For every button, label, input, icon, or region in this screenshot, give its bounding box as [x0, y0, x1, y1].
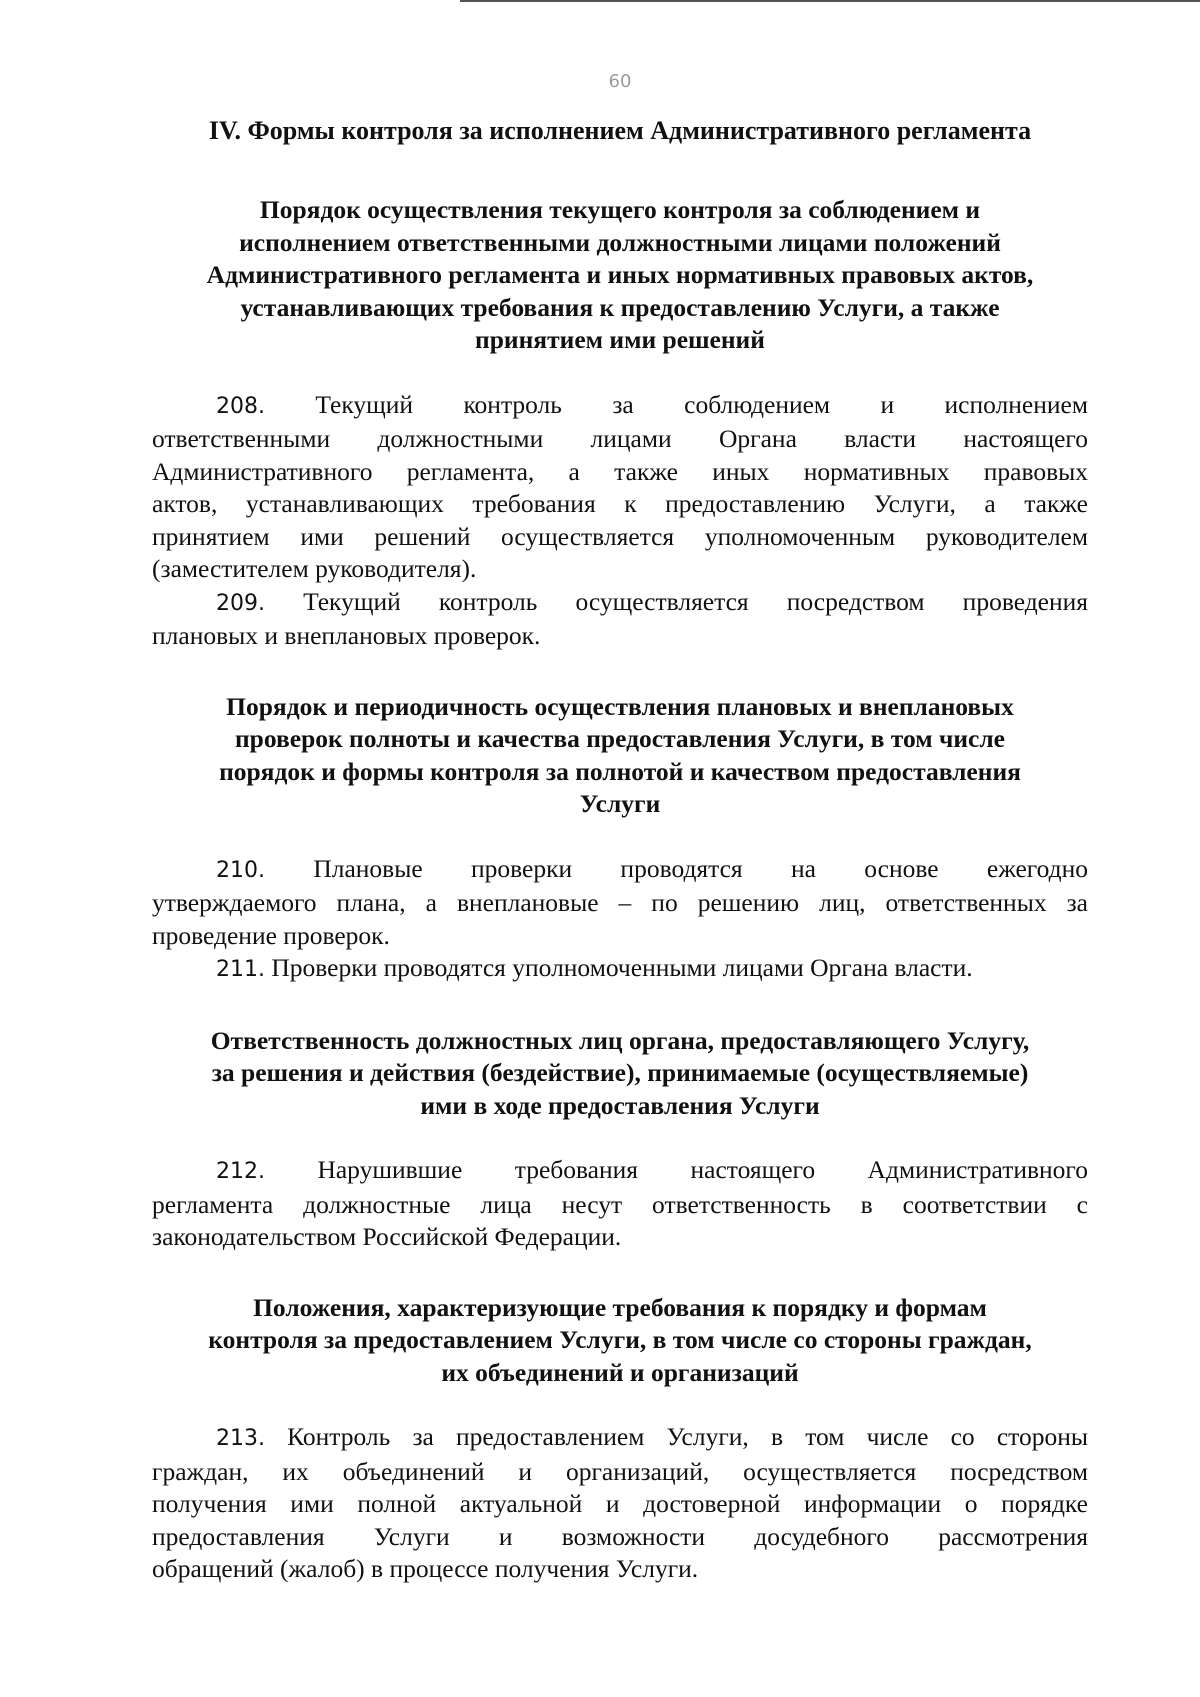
paragraph-line [152, 586, 1088, 621]
heading-line: Порядок и периодичность осуществления плановых и внеплановых [226, 691, 1014, 721]
paragraph-line: граждан, их объединений и организаций, осуществляется посредством [152, 1456, 1088, 1486]
numbered-paragraph [152, 1154, 1088, 1254]
heading-line: за решения и действия (бездействие), принимаемые (осуществляемые) [211, 1058, 1029, 1087]
paragraph-number: 212. [216, 1159, 265, 1184]
paragraph-text: Проверки проводятся уполномоченными лицами Органа власти. [271, 953, 973, 982]
paragraph-number: 211. [216, 957, 265, 982]
subsection-heading [152, 194, 1088, 357]
paragraph-line: (заместителем руководителя). [152, 554, 477, 583]
heading-line: исполнением ответственными должностными лицами положений [239, 227, 1001, 257]
paragraph-line [152, 1154, 1088, 1189]
paragraph-line: плановых и внеплановых проверок. [152, 621, 541, 650]
heading-line: их объединений и организаций [441, 1357, 799, 1387]
numbered-paragraph [152, 389, 1088, 586]
paragraph-line [152, 389, 1088, 424]
subsection-heading [152, 691, 1088, 821]
heading-line: ими в ходе предоставления Услуги [420, 1090, 820, 1120]
heading-line: устанавливающих требования к предоставлению Услуги, а также [240, 292, 1000, 322]
paragraph-line: законодательством Российской Федерации. [152, 1222, 622, 1251]
paragraph-line: ответственными должностными лицами Органа власти настоящего [152, 424, 1088, 453]
section-block [152, 1292, 1088, 1586]
paragraph-text: Нарушившие требования настоящего Административного [317, 1155, 1089, 1184]
heading-line: принятием ими решений [475, 325, 765, 354]
numbered-paragraph [152, 952, 1088, 987]
numbered-paragraph [152, 853, 1088, 953]
paragraph-text: Текущий контроль за соблюдением и исполнением [315, 389, 1088, 419]
heading-line: контроля за предоставлением Услуги, в том числе со стороны граждан, [208, 1325, 1032, 1354]
section-title: IV. Формы контроля за исполнением Административного регламента [208, 116, 1032, 145]
paragraph-line: регламента должностные лица несут ответственность в соответствии с [152, 1189, 1088, 1219]
heading-line: Порядок осуществления текущего контроля за соблюдением и [259, 195, 981, 224]
paragraph-line: проведение проверок. [152, 920, 390, 950]
paragraph-text: Контроль за предоставлением Услуги, в том числе со стороны [287, 1422, 1088, 1451]
section-block [152, 1025, 1088, 1254]
numbered-paragraph [152, 1421, 1088, 1586]
paragraph-line: предоставления Услуги и возможности досудебного рассмотрения [152, 1521, 1088, 1551]
paragraph-line: актов, устанавливающих требования к предоставлению Услуги, а также [152, 489, 1088, 518]
heading-line: Услуги [579, 789, 661, 818]
subsection-heading [152, 1292, 1088, 1390]
paragraph-number: 208. [216, 393, 265, 419]
heading-line: Положения, характеризующие требования к порядку и формам [253, 1292, 987, 1322]
paragraph-number: 210. [216, 857, 265, 883]
paragraph-line: получения ими полной актуальной и достоверной информации о порядке [152, 1489, 1088, 1518]
document-page [152, 70, 1088, 1586]
top-border-line [460, 0, 1200, 2]
paragraph-number: 209. [216, 590, 265, 616]
document-body [152, 194, 1088, 1586]
section-block [152, 194, 1088, 653]
heading-line: проверок полноты и качества предоставления Услуги, в том числе [234, 724, 1005, 753]
paragraph-line: Административного регламента, а также иных нормативных правовых [152, 456, 1088, 486]
subsection-heading [152, 1025, 1088, 1123]
paragraph-line: принятием ими решений осуществляется уполномоченным руководителем [152, 521, 1088, 551]
paragraph-line: утверждаемого плана, а внеплановые – по решению лиц, ответственных за [152, 888, 1088, 917]
section-block [152, 691, 1088, 987]
heading-line: Административного регламента и иных нормативных правовых актов, [206, 260, 1034, 289]
paragraph-line [152, 952, 1088, 987]
paragraph-text: Плановые проверки проводятся на основе ежегодно [313, 853, 1089, 883]
page-number: 60 [608, 71, 632, 92]
numbered-paragraph [152, 586, 1088, 653]
paragraph-line [152, 853, 1088, 888]
paragraph-text: Текущий контроль осуществляется посредством проведения [303, 586, 1089, 616]
heading-line: порядок и формы контроля за полнотой и качеством предоставления [219, 756, 1021, 786]
heading-line: Ответственность должностных лиц органа, предоставляющего Услугу, [210, 1025, 1030, 1055]
paragraph-number: 213. [216, 1426, 265, 1451]
paragraph-line: обращений (жалоб) в процессе получения Услуги. [152, 1554, 699, 1583]
paragraph-line [152, 1421, 1088, 1456]
